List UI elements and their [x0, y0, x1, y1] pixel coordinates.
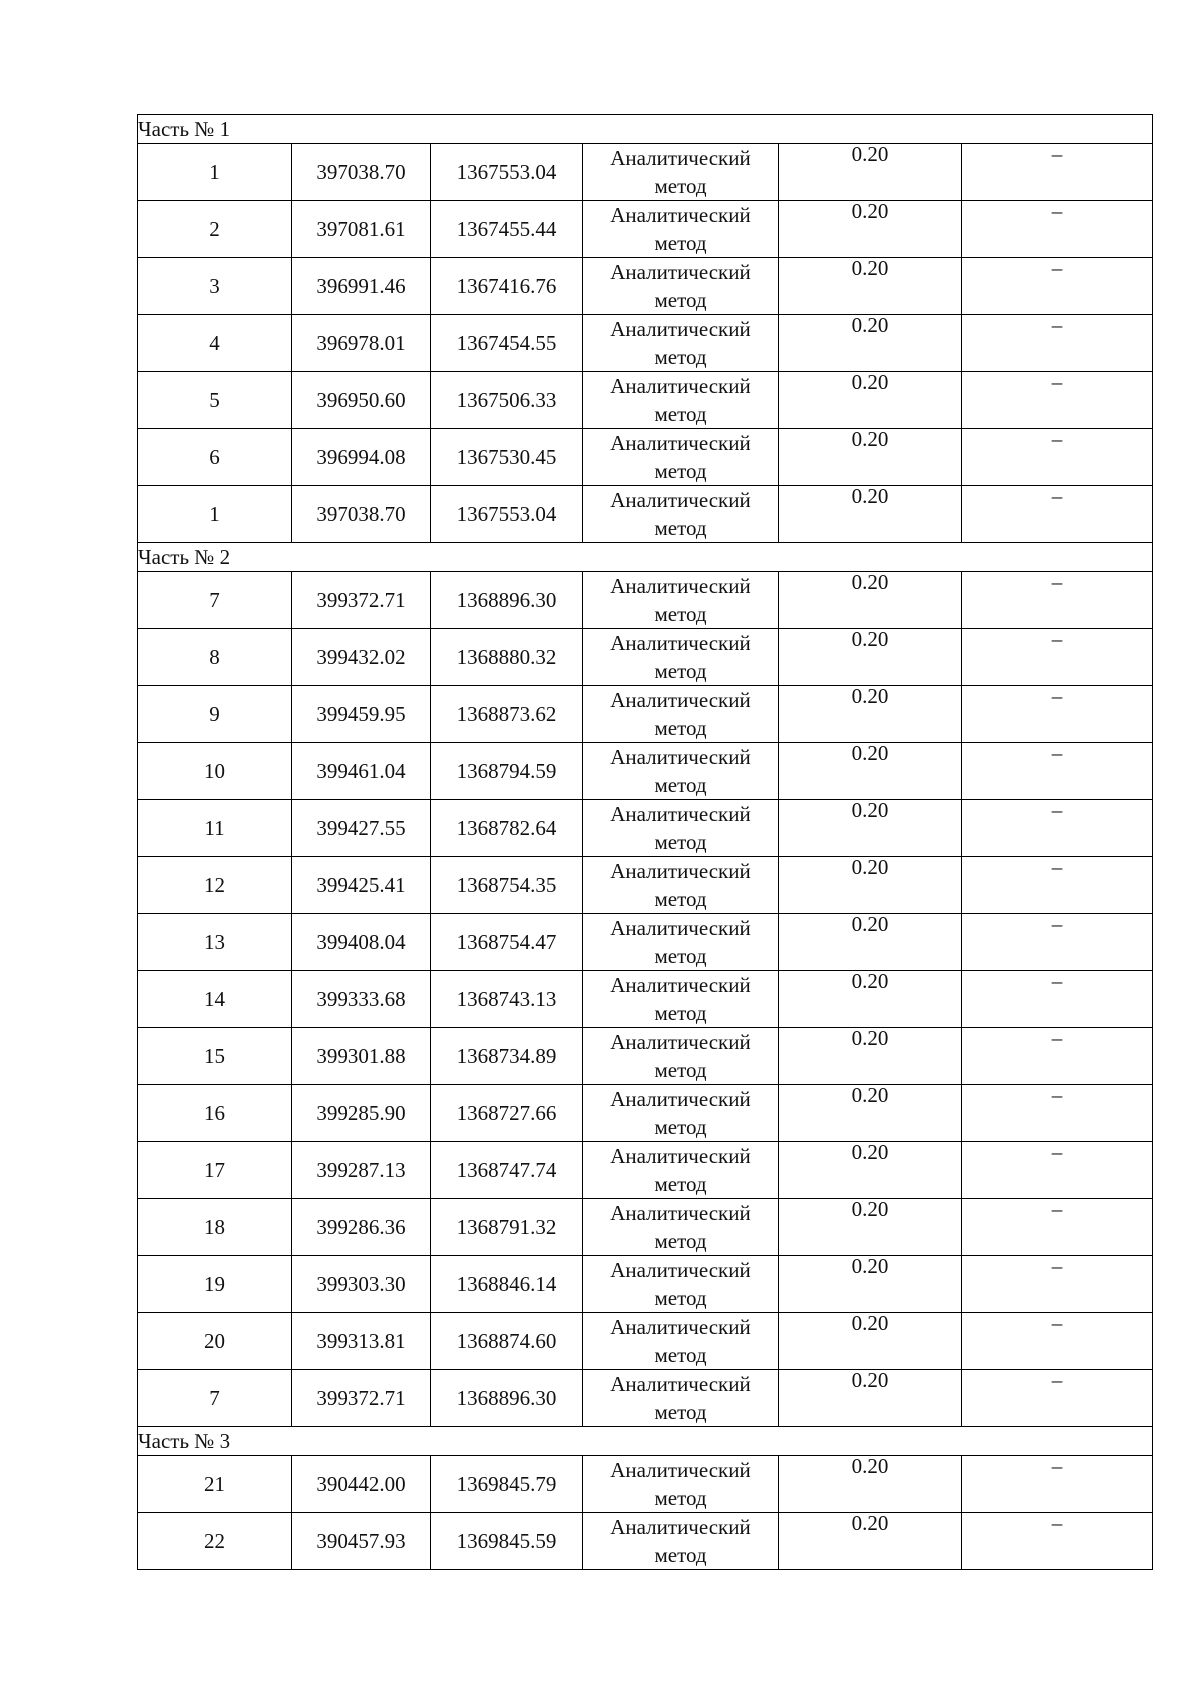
point-number-cell: 10	[138, 743, 292, 800]
point-number-cell: 8	[138, 629, 292, 686]
accuracy-cell: 0.20	[779, 857, 962, 914]
accuracy-cell: 0.20	[779, 1085, 962, 1142]
x-coordinate-cell: 399333.68	[292, 971, 431, 1028]
note-cell: –	[962, 1085, 1153, 1142]
accuracy-cell: 0.20	[779, 486, 962, 543]
x-coordinate-cell: 396950.60	[292, 372, 431, 429]
point-number-cell: 12	[138, 857, 292, 914]
note-cell: –	[962, 971, 1153, 1028]
method-text-line2: метод	[654, 716, 707, 740]
method-text-line1: Аналитический	[610, 916, 751, 940]
method-text-line1: Аналитический	[610, 1201, 751, 1225]
table-row	[138, 1142, 1153, 1199]
point-number-cell: 15	[138, 1028, 292, 1085]
section-header-row	[138, 543, 1153, 572]
method-cell	[583, 258, 779, 315]
table-row	[138, 1085, 1153, 1142]
y-coordinate-cell: 1368846.14	[431, 1256, 583, 1313]
y-coordinate-cell: 1368874.60	[431, 1313, 583, 1370]
y-coordinate-cell: 1367454.55	[431, 315, 583, 372]
note-cell: –	[962, 629, 1153, 686]
method-text-line1: Аналитический	[610, 1515, 751, 1539]
method-cell	[583, 1085, 779, 1142]
point-number-cell: 20	[138, 1313, 292, 1370]
method-text-line1: Аналитический	[610, 859, 751, 883]
table-row	[138, 372, 1153, 429]
method-text-line2: метод	[654, 516, 707, 540]
method-cell	[583, 971, 779, 1028]
table-row	[138, 1513, 1153, 1570]
method-cell	[583, 144, 779, 201]
x-coordinate-cell: 399427.55	[292, 800, 431, 857]
y-coordinate-cell: 1369845.59	[431, 1513, 583, 1570]
section-title: Часть № 2	[138, 543, 1153, 572]
accuracy-cell: 0.20	[779, 1513, 962, 1570]
method-text-line2: метод	[654, 830, 707, 854]
method-cell	[583, 686, 779, 743]
note-cell: –	[962, 144, 1153, 201]
accuracy-cell: 0.20	[779, 201, 962, 258]
table-row	[138, 258, 1153, 315]
method-text-line1: Аналитический	[610, 631, 751, 655]
method-text-line2: метод	[654, 1229, 707, 1253]
accuracy-cell: 0.20	[779, 258, 962, 315]
method-text-line1: Аналитический	[610, 1144, 751, 1168]
method-cell	[583, 857, 779, 914]
table-row	[138, 857, 1153, 914]
method-text-line1: Аналитический	[610, 374, 751, 398]
note-cell: –	[962, 1199, 1153, 1256]
method-cell	[583, 743, 779, 800]
y-coordinate-cell: 1368896.30	[431, 572, 583, 629]
method-text-line2: метод	[654, 231, 707, 255]
y-coordinate-cell: 1367530.45	[431, 429, 583, 486]
table-row	[138, 572, 1153, 629]
method-text-line1: Аналитический	[610, 1030, 751, 1054]
x-coordinate-cell: 399286.36	[292, 1199, 431, 1256]
x-coordinate-cell: 399372.71	[292, 1370, 431, 1427]
point-number-cell: 16	[138, 1085, 292, 1142]
accuracy-cell: 0.20	[779, 1028, 962, 1085]
table-row	[138, 486, 1153, 543]
note-cell: –	[962, 1513, 1153, 1570]
note-cell: –	[962, 1028, 1153, 1085]
point-number-cell: 9	[138, 686, 292, 743]
method-cell	[583, 201, 779, 258]
note-cell: –	[962, 686, 1153, 743]
y-coordinate-cell: 1368880.32	[431, 629, 583, 686]
method-text-line2: метод	[654, 402, 707, 426]
table-row	[138, 1256, 1153, 1313]
coordinates-table	[137, 114, 1153, 1570]
method-text-line2: метод	[654, 288, 707, 312]
x-coordinate-cell: 399432.02	[292, 629, 431, 686]
table-row	[138, 1199, 1153, 1256]
point-number-cell: 13	[138, 914, 292, 971]
accuracy-cell: 0.20	[779, 629, 962, 686]
method-text-line2: метод	[654, 1543, 707, 1567]
point-number-cell: 1	[138, 486, 292, 543]
method-cell	[583, 486, 779, 543]
accuracy-cell: 0.20	[779, 1313, 962, 1370]
y-coordinate-cell: 1367553.04	[431, 144, 583, 201]
method-text-line2: метод	[654, 1286, 707, 1310]
table-row	[138, 914, 1153, 971]
method-text-line1: Аналитический	[610, 1315, 751, 1339]
accuracy-cell: 0.20	[779, 1370, 962, 1427]
section-header-row	[138, 1427, 1153, 1456]
method-text-line1: Аналитический	[610, 574, 751, 598]
note-cell: –	[962, 914, 1153, 971]
point-number-cell: 18	[138, 1199, 292, 1256]
x-coordinate-cell: 396978.01	[292, 315, 431, 372]
table-row	[138, 1370, 1153, 1427]
note-cell: –	[962, 315, 1153, 372]
method-cell	[583, 1313, 779, 1370]
table-row	[138, 1313, 1153, 1370]
table-row	[138, 971, 1153, 1028]
point-number-cell: 14	[138, 971, 292, 1028]
method-text-line2: метод	[654, 773, 707, 797]
method-cell	[583, 1256, 779, 1313]
x-coordinate-cell: 399301.88	[292, 1028, 431, 1085]
method-text-line2: метод	[654, 659, 707, 683]
y-coordinate-cell: 1368754.35	[431, 857, 583, 914]
method-text-line1: Аналитический	[610, 1258, 751, 1282]
method-cell	[583, 629, 779, 686]
x-coordinate-cell: 399303.30	[292, 1256, 431, 1313]
method-text-line2: метод	[654, 1115, 707, 1139]
note-cell: –	[962, 572, 1153, 629]
method-cell	[583, 1456, 779, 1513]
note-cell: –	[962, 1370, 1153, 1427]
method-text-line1: Аналитический	[610, 146, 751, 170]
table-row	[138, 743, 1153, 800]
method-text-line1: Аналитический	[610, 431, 751, 455]
method-text-line1: Аналитический	[610, 1458, 751, 1482]
x-coordinate-cell: 390442.00	[292, 1456, 431, 1513]
point-number-cell: 7	[138, 1370, 292, 1427]
accuracy-cell: 0.20	[779, 572, 962, 629]
y-coordinate-cell: 1368727.66	[431, 1085, 583, 1142]
x-coordinate-cell: 390457.93	[292, 1513, 431, 1570]
y-coordinate-cell: 1368782.64	[431, 800, 583, 857]
note-cell: –	[962, 743, 1153, 800]
x-coordinate-cell: 397038.70	[292, 144, 431, 201]
section-title: Часть № 3	[138, 1427, 1153, 1456]
method-text-line1: Аналитический	[610, 745, 751, 769]
x-coordinate-cell: 399461.04	[292, 743, 431, 800]
method-cell	[583, 572, 779, 629]
method-text-line1: Аналитический	[610, 1087, 751, 1111]
method-text-line2: метод	[654, 944, 707, 968]
note-cell: –	[962, 486, 1153, 543]
point-number-cell: 19	[138, 1256, 292, 1313]
method-text-line1: Аналитический	[610, 802, 751, 826]
note-cell: –	[962, 201, 1153, 258]
method-text-line1: Аналитический	[610, 260, 751, 284]
point-number-cell: 2	[138, 201, 292, 258]
accuracy-cell: 0.20	[779, 971, 962, 1028]
x-coordinate-cell: 399372.71	[292, 572, 431, 629]
y-coordinate-cell: 1368754.47	[431, 914, 583, 971]
note-cell: –	[962, 1256, 1153, 1313]
x-coordinate-cell: 399459.95	[292, 686, 431, 743]
method-text-line1: Аналитический	[610, 488, 751, 512]
x-coordinate-cell: 396994.08	[292, 429, 431, 486]
table-row	[138, 686, 1153, 743]
method-text-line1: Аналитический	[610, 1372, 751, 1396]
method-cell	[583, 1370, 779, 1427]
y-coordinate-cell: 1367416.76	[431, 258, 583, 315]
y-coordinate-cell: 1368791.32	[431, 1199, 583, 1256]
x-coordinate-cell: 397081.61	[292, 201, 431, 258]
table-row	[138, 429, 1153, 486]
section-header-row	[138, 115, 1153, 144]
point-number-cell: 11	[138, 800, 292, 857]
x-coordinate-cell: 397038.70	[292, 486, 431, 543]
accuracy-cell: 0.20	[779, 1142, 962, 1199]
method-text-line1: Аналитический	[610, 688, 751, 712]
y-coordinate-cell: 1367506.33	[431, 372, 583, 429]
method-cell	[583, 914, 779, 971]
accuracy-cell: 0.20	[779, 800, 962, 857]
accuracy-cell: 0.20	[779, 914, 962, 971]
point-number-cell: 21	[138, 1456, 292, 1513]
y-coordinate-cell: 1368794.59	[431, 743, 583, 800]
accuracy-cell: 0.20	[779, 315, 962, 372]
table-row	[138, 315, 1153, 372]
note-cell: –	[962, 429, 1153, 486]
y-coordinate-cell: 1368873.62	[431, 686, 583, 743]
table-row	[138, 629, 1153, 686]
point-number-cell: 22	[138, 1513, 292, 1570]
accuracy-cell: 0.20	[779, 1199, 962, 1256]
method-cell	[583, 429, 779, 486]
x-coordinate-cell: 396991.46	[292, 258, 431, 315]
y-coordinate-cell: 1368734.89	[431, 1028, 583, 1085]
accuracy-cell: 0.20	[779, 372, 962, 429]
accuracy-cell: 0.20	[779, 686, 962, 743]
method-text-line2: метод	[654, 174, 707, 198]
note-cell: –	[962, 1142, 1153, 1199]
method-cell	[583, 1199, 779, 1256]
method-text-line2: метод	[654, 1058, 707, 1082]
x-coordinate-cell: 399285.90	[292, 1085, 431, 1142]
method-text-line2: метод	[654, 887, 707, 911]
method-text-line1: Аналитический	[610, 203, 751, 227]
method-text-line2: метод	[654, 345, 707, 369]
method-text-line2: метод	[654, 1400, 707, 1424]
section-title: Часть № 1	[138, 115, 1153, 144]
accuracy-cell: 0.20	[779, 1456, 962, 1513]
y-coordinate-cell: 1367553.04	[431, 486, 583, 543]
method-text-line1: Аналитический	[610, 317, 751, 341]
x-coordinate-cell: 399425.41	[292, 857, 431, 914]
accuracy-cell: 0.20	[779, 1256, 962, 1313]
y-coordinate-cell: 1367455.44	[431, 201, 583, 258]
x-coordinate-cell: 399313.81	[292, 1313, 431, 1370]
method-text-line2: метод	[654, 1486, 707, 1510]
point-number-cell: 4	[138, 315, 292, 372]
point-number-cell: 6	[138, 429, 292, 486]
y-coordinate-cell: 1368743.13	[431, 971, 583, 1028]
method-cell	[583, 372, 779, 429]
note-cell: –	[962, 800, 1153, 857]
method-cell	[583, 1513, 779, 1570]
note-cell: –	[962, 372, 1153, 429]
note-cell: –	[962, 258, 1153, 315]
method-cell	[583, 1142, 779, 1199]
y-coordinate-cell: 1368896.30	[431, 1370, 583, 1427]
accuracy-cell: 0.20	[779, 144, 962, 201]
point-number-cell: 17	[138, 1142, 292, 1199]
point-number-cell: 3	[138, 258, 292, 315]
method-text-line1: Аналитический	[610, 973, 751, 997]
table-row	[138, 800, 1153, 857]
method-cell	[583, 315, 779, 372]
method-cell	[583, 1028, 779, 1085]
method-text-line2: метод	[654, 1001, 707, 1025]
method-text-line2: метод	[654, 459, 707, 483]
y-coordinate-cell: 1369845.79	[431, 1456, 583, 1513]
point-number-cell: 1	[138, 144, 292, 201]
note-cell: –	[962, 1456, 1153, 1513]
table-row	[138, 201, 1153, 258]
x-coordinate-cell: 399408.04	[292, 914, 431, 971]
note-cell: –	[962, 857, 1153, 914]
method-text-line2: метод	[654, 1172, 707, 1196]
method-text-line2: метод	[654, 602, 707, 626]
y-coordinate-cell: 1368747.74	[431, 1142, 583, 1199]
accuracy-cell: 0.20	[779, 429, 962, 486]
method-cell	[583, 800, 779, 857]
table-row	[138, 1456, 1153, 1513]
table-row	[138, 144, 1153, 201]
point-number-cell: 5	[138, 372, 292, 429]
method-text-line2: метод	[654, 1343, 707, 1367]
table-row	[138, 1028, 1153, 1085]
note-cell: –	[962, 1313, 1153, 1370]
x-coordinate-cell: 399287.13	[292, 1142, 431, 1199]
point-number-cell: 7	[138, 572, 292, 629]
accuracy-cell: 0.20	[779, 743, 962, 800]
